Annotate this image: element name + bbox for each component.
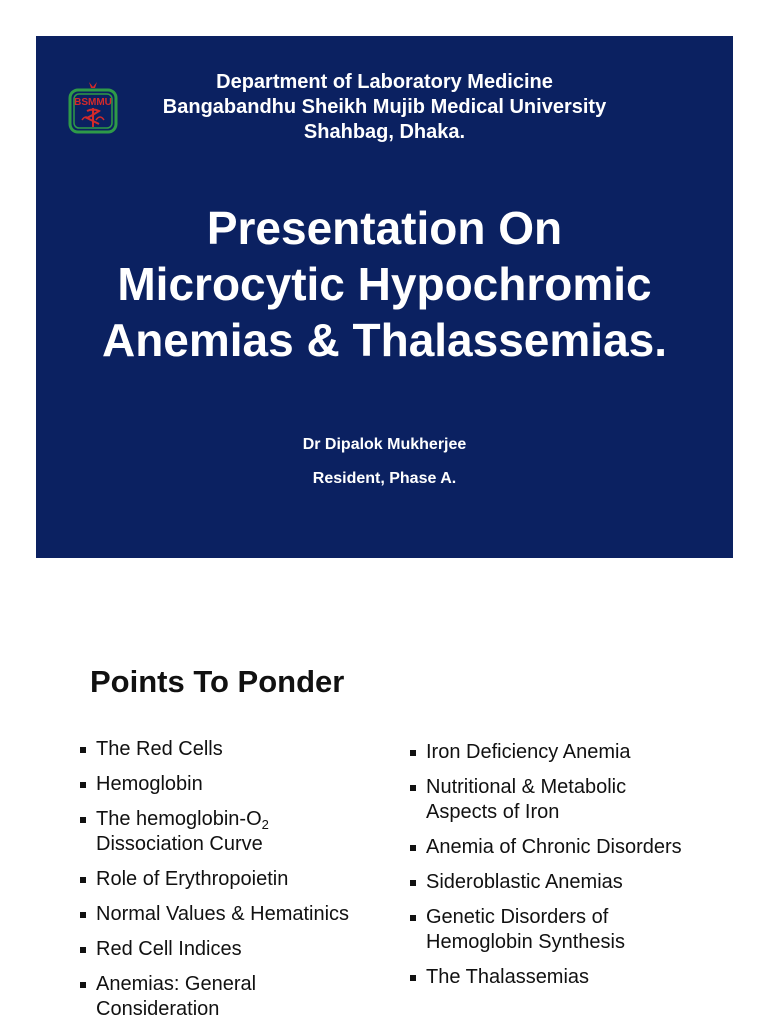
points-slide — [0, 558, 768, 1024]
square-bullet-icon — [410, 880, 416, 886]
bullet-text-line: Normal Values & Hematinics — [96, 903, 350, 925]
square-bullet-icon — [410, 975, 416, 981]
bullet-item — [410, 775, 682, 825]
title-line-3: Anemias & Thalassemias. — [101, 314, 668, 366]
bullet-text-line: Role of Erythropoietin — [96, 868, 289, 890]
bullet-item — [80, 772, 349, 797]
square-bullet-icon — [80, 817, 86, 823]
bullet-text-line: The hemoglobin-$O_2$ — [96, 808, 269, 832]
presentation-title — [36, 200, 733, 368]
left-bullet-list — [80, 737, 349, 1032]
bullet-text-line: Hemoglobin Synthesis — [426, 931, 625, 953]
bullet-item — [410, 965, 682, 990]
bullet-item — [80, 867, 349, 892]
bullet-item — [80, 807, 349, 857]
bullet-text-line: Iron Deficiency Anemia — [426, 741, 631, 763]
square-bullet-icon — [80, 947, 86, 953]
bullet-item — [80, 902, 349, 927]
bullet-text-line: Nutritional & Metabolic — [426, 776, 627, 798]
author-role: Resident, Phase A. — [312, 470, 457, 487]
subscript-text: 2 — [261, 817, 269, 832]
bullet-item — [80, 972, 349, 1022]
square-bullet-icon — [80, 982, 86, 988]
header-line-department: Department of Laboratory Medicine — [216, 71, 553, 93]
header-line-location: Shahbag, Dhaka. — [303, 121, 466, 143]
bullet-item — [80, 937, 349, 962]
square-bullet-icon — [80, 782, 86, 788]
title-line-2: Microcytic Hypochromic — [117, 258, 652, 310]
bullet-item — [410, 870, 682, 895]
bullet-text-line: Aspects of Iron — [426, 801, 560, 823]
bullet-text-line: The Thalassemias — [426, 966, 590, 988]
bullet-text-line: Dissociation Curve — [96, 833, 263, 855]
square-bullet-icon — [410, 845, 416, 851]
right-bullet-list — [410, 740, 682, 1000]
bullet-text-line: Red Cell Indices — [96, 938, 242, 960]
square-bullet-icon — [410, 750, 416, 756]
bullet-text-line: Anemias: General — [96, 973, 257, 995]
title-slide — [36, 36, 733, 558]
bullet-item — [410, 835, 682, 860]
square-bullet-icon — [80, 747, 86, 753]
bullet-text-line: The Red Cells — [96, 738, 223, 760]
svg-text:BSMMU: BSMMU — [74, 97, 112, 108]
square-bullet-icon — [410, 915, 416, 921]
author-name: Dr Dipalok Mukherjee — [302, 436, 467, 453]
bullet-text-line: Sideroblastic Anemias — [426, 871, 623, 893]
bullet-item — [410, 905, 682, 955]
header-line-university: Bangabandhu Sheikh Mujib Medical University — [162, 96, 607, 118]
title-line-1: Presentation On — [206, 202, 563, 254]
bullet-text-line: Hemoglobin — [96, 773, 203, 795]
bullet-text-line: Anemia of Chronic Disorders — [426, 836, 682, 858]
square-bullet-icon — [410, 785, 416, 791]
slide-title: Points To Ponder — [90, 664, 345, 699]
square-bullet-icon — [80, 877, 86, 883]
square-bullet-icon — [80, 912, 86, 918]
bullet-item — [410, 740, 682, 765]
bullet-text-line: Consideration — [96, 998, 220, 1020]
author-block — [36, 428, 733, 496]
department-header — [36, 70, 733, 145]
bullet-item — [80, 737, 349, 762]
bullet-text-line: Genetic Disorders of — [426, 906, 609, 928]
